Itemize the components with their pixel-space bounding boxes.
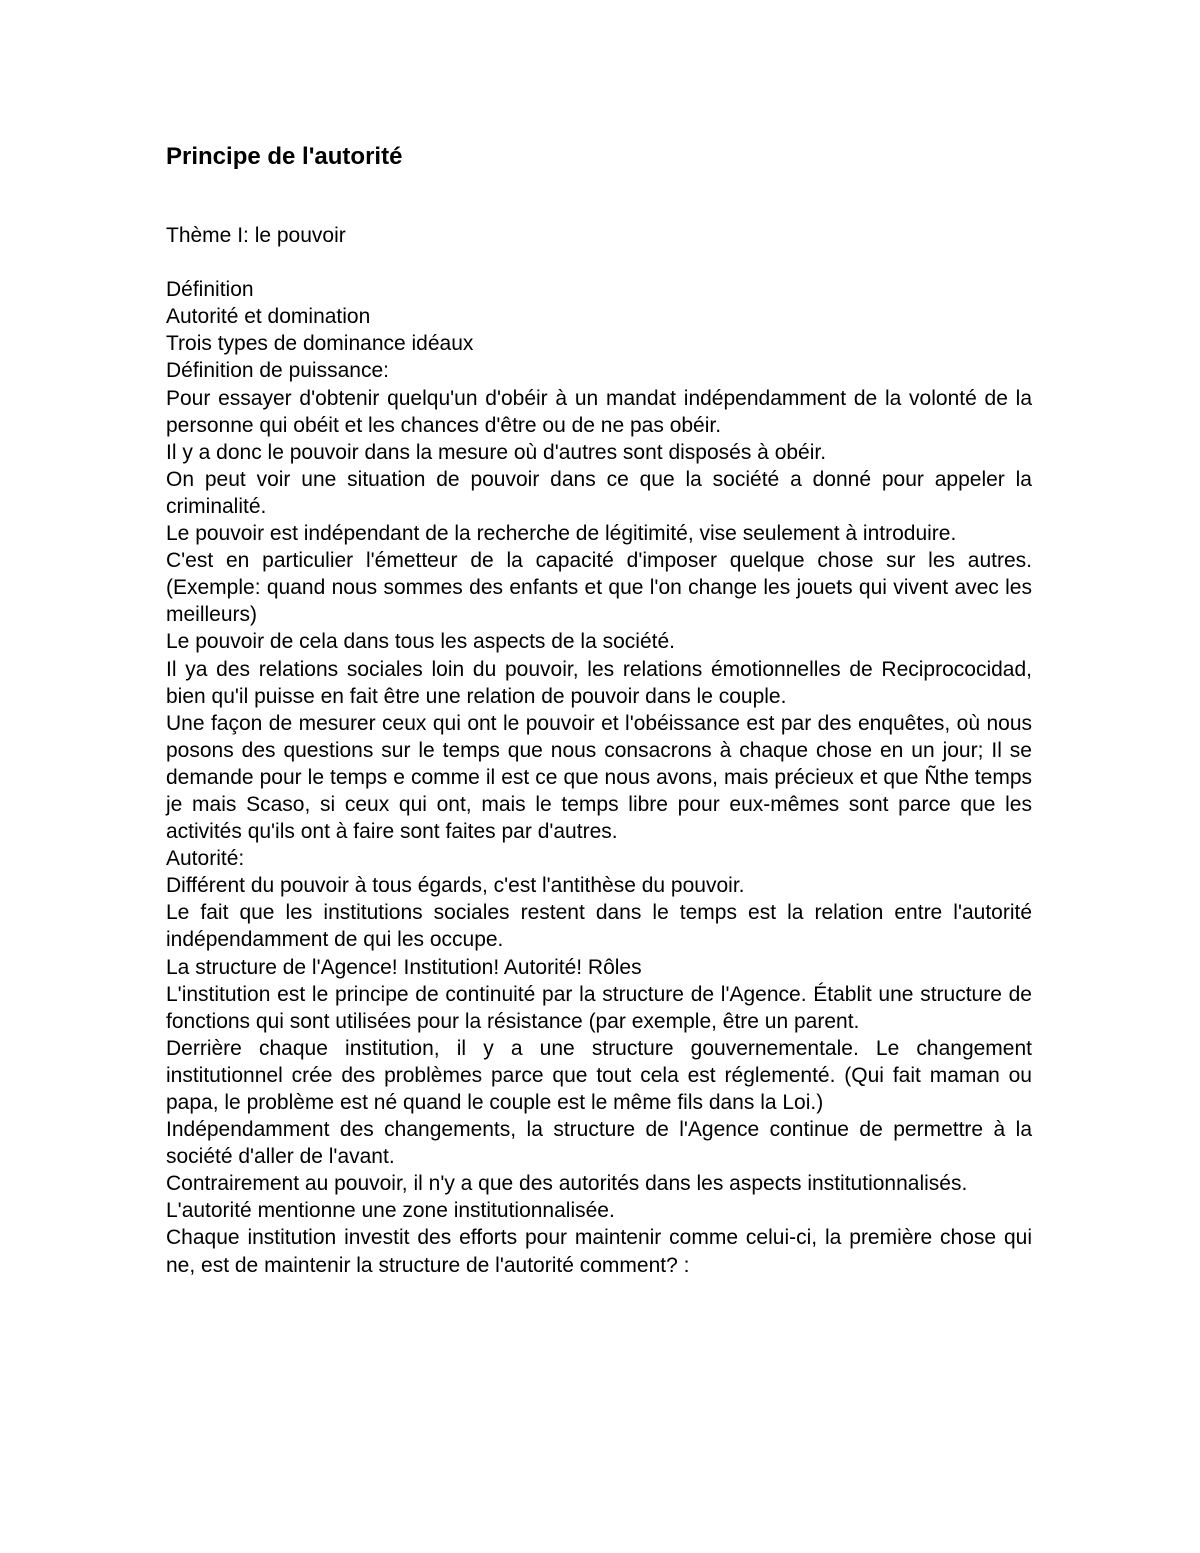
paragraph: L'autorité mentionne une zone institutionnalisée. [166,1199,615,1223]
outline-item: Définition de puissance: [166,359,389,383]
paragraph: Le pouvoir de cela dans tous les aspects de la société. [166,630,675,654]
paragraph: L'institution est le principe de continuité par la structure de l'Agence. Établit une structure de fonctions qui sont utilisées pour la résistance (par exemple, être un parent. [166,982,1032,1033]
outline-item: Définition [166,278,254,302]
section-heading: Autorité: [166,847,245,871]
paragraph: Contrairement au pouvoir, il n'y a que des autorités dans les aspects institutionnalisés. [166,1172,968,1196]
theme-heading: Thème I: le pouvoir [166,224,346,247]
paragraph: Le fait que les institutions sociales restent dans le temps est la relation entre l'autorité indépendamment de qui les occupe. [166,901,1032,952]
paragraph: Chaque institution investit des efforts pour maintenir comme celui-ci, la première chose qui ne, est de maintenir la structure de l'autorité comment? : [166,1226,1032,1277]
paragraph: Il ya des relations sociales loin du pouvoir, les relations émotionnelles de Reciprococidad, bien qu'il puisse en fait être une relation de pouvoir dans le couple. [166,657,1032,708]
outline-item: Trois types de dominance idéaux [166,332,474,356]
document-title: Principe de l'autorité [166,143,403,170]
paragraph: Derrière chaque institution, il y a une structure gouvernementale. Le changement institutionnel crée des problèmes parce que tout cela est réglementé. (Qui fait maman ou papa, le problème est né quand le couple est le même fils dans la Loi.) [166,1036,1032,1114]
paragraph: On peut voir une situation de pouvoir dans ce que la société a donné pour appeler la criminalité. [166,467,1032,518]
paragraph: Différent du pouvoir à tous égards, c'est l'antithèse du pouvoir. [166,874,745,898]
blank-line [166,249,1032,276]
paragraph: La structure de l'Agence! Institution! Autorité! Rôles [166,955,642,979]
paragraph: Le pouvoir est indépendant de la recherche de légitimité, vise seulement à introduire. [166,522,957,546]
paragraph: C'est en particulier l'émetteur de la capacité d'imposer quelque chose sur les autres. (Exemple: quand nous sommes des enfants et que l'on change les jouets qui vivent avec les meilleurs) [166,549,1032,627]
paragraph: Pour essayer d'obtenir quelqu'un d'obéir à un mandat indépendamment de la volonté de la personne qui obéit et les chances d'être ou de ne pas obéir. [166,386,1032,437]
document-body [166,222,1032,1279]
paragraph: Indépendamment des changements, la structure de l'Agence continue de permettre à la société d'aller de l'avant. [166,1118,1032,1169]
paragraph: Il y a donc le pouvoir dans la mesure où d'autres sont disposés à obéir. [166,440,827,464]
outline-item: Autorité et domination [166,305,371,329]
paragraph: Une façon de mesurer ceux qui ont le pouvoir et l'obéissance est par des enquêtes, où nous posons des questions sur le temps que nous consacrons à chaque chose en un jour; Il se demande pour le temps e comme il est ce que nous avons, mais précieux et que Ñthe temps je mais Scaso, si ceux qui ont, mais le temps libre pour eux-mêmes sont parce que les activités qu'ils ont à faire sont faites par d'autres. [166,711,1032,844]
